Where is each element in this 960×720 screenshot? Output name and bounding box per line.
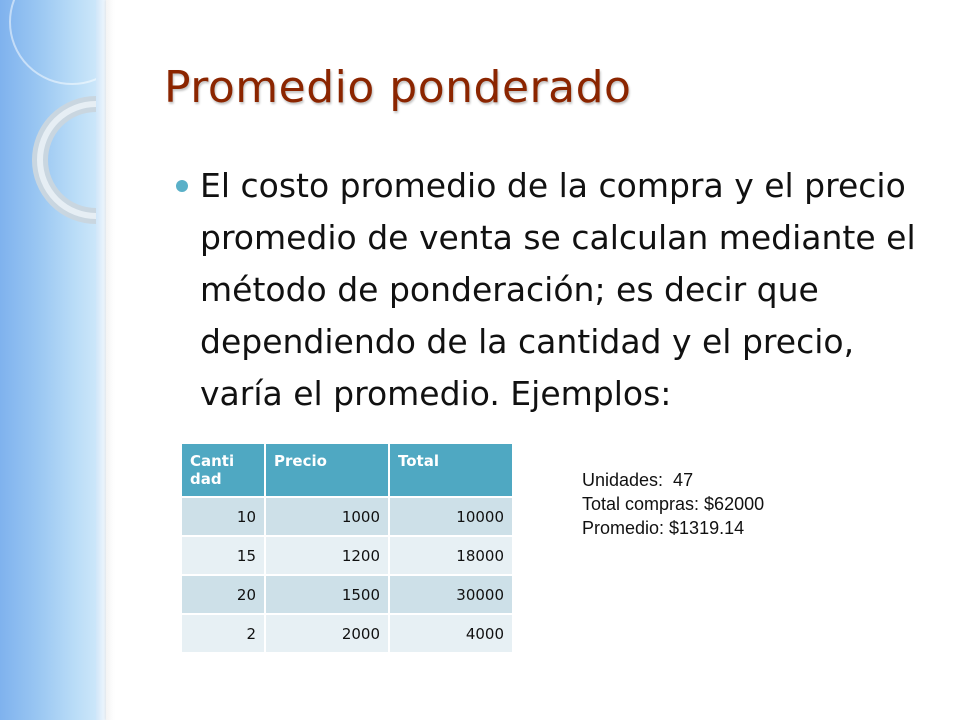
cell-cantidad: 2 (181, 614, 265, 653)
header-precio: Precio (265, 443, 389, 497)
side-band-divider (106, 0, 114, 720)
cell-cantidad: 20 (181, 575, 265, 614)
bullet-text: El costo promedio de la compra y el precio promedio de venta se calculan mediante el método de ponderación; es decir que dependiendo de la cantidad y el precio, varía el promedio. Ejemplos: (200, 166, 916, 413)
cell-total: 4000 (389, 614, 513, 653)
summary-average: Promedio: $1319.14 (582, 518, 745, 538)
cell-total: 30000 (389, 575, 513, 614)
decorative-circles (0, 0, 106, 720)
cell-total: 10000 (389, 497, 513, 536)
summary-units: Unidades: 47 (582, 470, 694, 490)
bullet-icon (176, 180, 188, 192)
table-row (181, 575, 513, 614)
slide-title: Promedio ponderado (164, 62, 632, 113)
header-cantidad: Canti dad (181, 443, 265, 497)
cell-cantidad: 10 (181, 497, 265, 536)
cell-precio: 1000 (265, 497, 389, 536)
data-table (180, 442, 514, 654)
summary-box (582, 468, 764, 540)
table-row (181, 614, 513, 653)
summary-total: Total compras: $62000 (582, 494, 765, 514)
cell-cantidad: 15 (181, 536, 265, 575)
cell-precio: 1500 (265, 575, 389, 614)
cell-precio: 1200 (265, 536, 389, 575)
cell-precio: 2000 (265, 614, 389, 653)
table-row (181, 536, 513, 575)
cell-total: 18000 (389, 536, 513, 575)
decorative-side-band (0, 0, 106, 720)
table-header-row (181, 443, 513, 497)
header-total: Total (389, 443, 513, 497)
side-band-edge (96, 0, 106, 720)
table-row (181, 497, 513, 536)
